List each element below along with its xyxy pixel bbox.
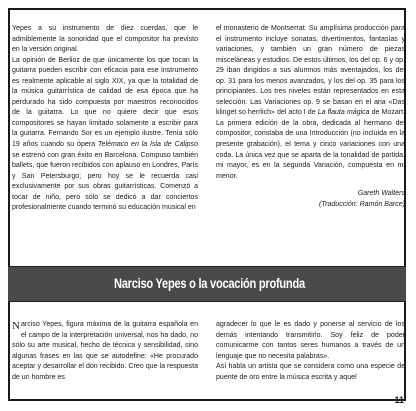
- paragraph-text: La opinión de Berlioz de que únicamente los que tocan la guitarra pueden escribir con eficacia para ese instrumento es realmente aplicable al siglo XIX, ya que la totalidad de la música guitarrística de calidad de esa época que ha perdurado ha sido compuesta por maestros reconocidos de la guitarra. Lo que no quiere decir que esos compositores se hayan limitado solamente a escribir para la guitarra. Fernando Sor es un ejemplo ilustre. Tenía sólo 19 años cuando su ópera: [12, 56, 198, 149]
- paragraph: [12, 56, 198, 214]
- paragraph-text: de Mozart. La primera edición de la obra, dedicada al hermano del compositor, constaba de una Introducción (no incluida en la presente grabación), el tema y cinco variaciones con una coda. La única vez que se aparta de la tonalidad de partida, mi mayor, es en la segunda Variación, compuesta en mi menor.: [216, 109, 406, 180]
- paragraph-text: el monasterio de Montserrat. Su amplísima producción para el instrumento incluye sonatas, divertimentos, fantasías y variaciones, y también un gran número de piezas misceláneas y estudios. De estos últimos, los del op. 6 y op. 29 iban dirigidos a sus alumnos más aventajados, los del op. 31 para los menos avanzados, y los del op. 35 para los principiantes. Los tres niveles están representados en esta selección. Las Variaciones op. 9 se basan en el aria «Das klinget so herrlich» del acto I de: [216, 25, 405, 117]
- paragraph-text: arciso Yepes, figura máxima de la guitarra española en el campo de la interpretación universal, nos ha dado, no sólo su arte musical, hecho de técnica y sensibilidad, sino algunas frases en las que se autodefine: «He procurado aceptar y desarrollar el don recibido. Creo que la respuesta de un hombre es: [12, 321, 198, 381]
- body-column-right-bottom: [216, 320, 405, 383]
- author-credit: Gareth Walters: [357, 190, 405, 198]
- paragraph: Yepes a su instrumento de diez cuerdas, que le admiblemente la sonoridad que el compositor ha previsto en la versión original.: [12, 25, 198, 54]
- body-column-right-top: [216, 24, 405, 210]
- section-title: Narciso Yepes o la vocación profunda: [114, 276, 305, 291]
- paragraph: [216, 24, 405, 182]
- paragraph: agradecer lo que le es dado y ponerse al servicio de los demás intentando transmitirlo. Soy feliz de poder comunicarme con tantos seres humanos a través de un lenguaje que no necesita palabras».: [216, 321, 405, 360]
- drop-cap: N: [12, 320, 20, 332]
- paragraph-text: se estrenó con gran éxito en Barcelona. Compuso también ballets, que fueron recibidos con aplauso en Londres, París y San Petersburgo; pero hoy se le recuerda casi exclusivamente por sus obras guitarrísticas. Comenzó a tocar de niño, pero sólo se dedicó a dar conciertos profesionalmente cuando terminó su educación musical en: [12, 151, 198, 212]
- body-column-left-bottom: [12, 320, 198, 383]
- paragraph: [12, 320, 198, 383]
- translator-credit: (Traducción: Ramón Barce): [318, 200, 405, 208]
- body-column-left-top: [12, 24, 198, 214]
- paragraph: Así habla un artista que se considera como una especie de puente de oro entre la música escrita y aquel: [216, 363, 405, 381]
- work-title: Telémaco en la Isla de Calipso: [97, 141, 198, 149]
- work-title: La flauta mágica: [317, 109, 370, 117]
- section-header-band: [8, 266, 406, 302]
- page-number: 11: [394, 395, 404, 405]
